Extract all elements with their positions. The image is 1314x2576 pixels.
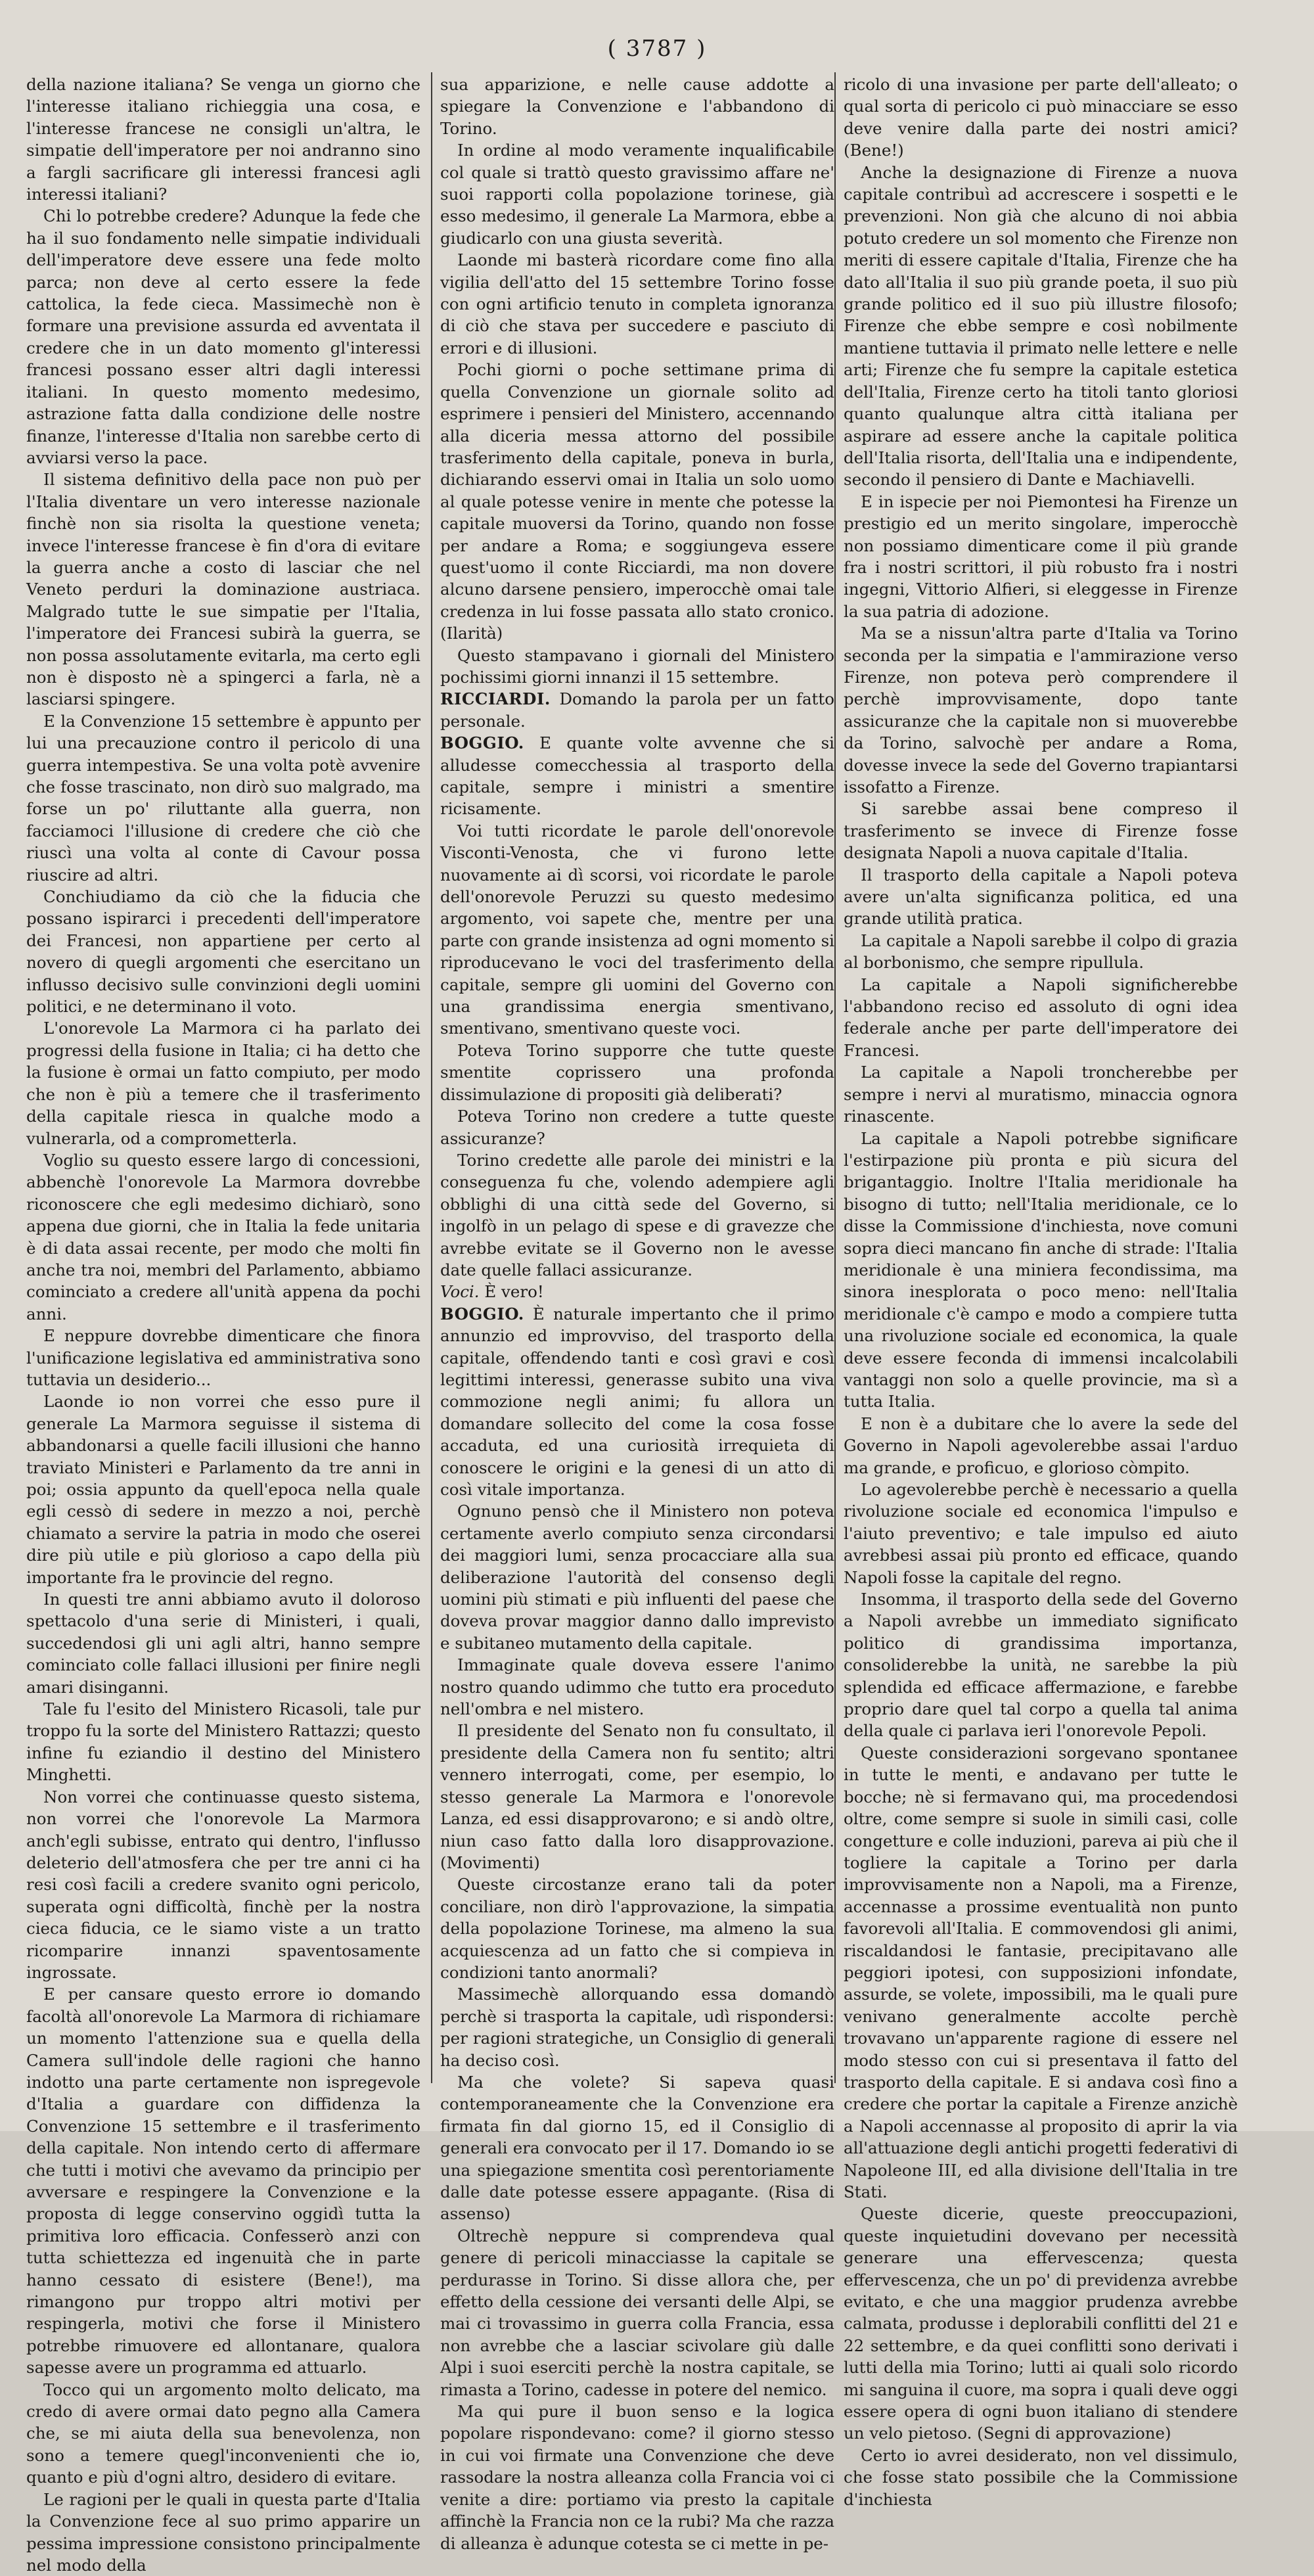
paragraph bbox=[440, 820, 834, 1040]
paragraph-text: Certo io avrei desiderato, non vel dissimulo, che fosse stato possibile che la Commissione d'inchiesta bbox=[844, 2445, 1238, 2509]
paragraph-text: Le ragioni per le quali in questa parte d'Italia la Convenzione fece al suo primo apparire un pessima impressione consistono principalmente nel modo della bbox=[26, 2489, 420, 2575]
paragraph bbox=[844, 1742, 1238, 2203]
paragraph bbox=[844, 798, 1238, 863]
paragraph-text: Tale fu l'esito del Ministero Ricasoli, tale pur troppo fu la sorte del Ministero Rattazzi; questo infine fu eziandio il destino del Ministero Minghetti. bbox=[26, 1699, 420, 1785]
paragraph-text: In ordine al modo veramente inqualificabile col quale si trattò questo gravissimo affare ne' suoi rapporti colla popolazione torinese, già esso medesimo, il generale La Marmora, ebbe a giudicarlo con una giusta severità. bbox=[440, 141, 834, 248]
paragraph-text: E per cansare questo errore io domando facoltà all'onorevole La Marmora di richiamare un momento l'attenzione sua e quella della Camera sull'indole delle ragioni che hanno indotto una parte certamente non ispregevole d'Italia a guardare con diffidenza la Convenzione 15 settembre e il trasferimento della capitale. Non intendo certo di affermare che tutti i motivi che avevamo da principio per avversare e respingere la Convenzione e la proposta di legge conservino oggidì tutta la primitiva loro efficacia. Confesserò anzi con tutta schiettezza ed ingenuità che in parte hanno cessato di esistere (Bene!), ma rimangono pur troppo altri motivi per respingerla, motivi che forse il Ministero potrebbe rimuovere ed allontanare, qualora sapesse avere un programma ed attuarlo. bbox=[26, 1985, 420, 2378]
paragraph-text: La capitale a Napoli significherebbe l'abbandono reciso ed assoluto di ogni idea federale anche per parte dell'imperatore dei Francesi. bbox=[844, 975, 1238, 1060]
paragraph-text: E neppure dovrebbe dimenticare che finora l'unificazione legislativa ed amministrativa sono tuttavia un desiderio... bbox=[26, 1326, 420, 1389]
paragraph bbox=[26, 2489, 420, 2576]
paragraph-text: Lo agevolerebbe perchè è necessario a quella rivoluzione sociale ed economica l'impulso e l'aiuto preventivo; e tale impulso ed aiuto avrebbesi assai più pronto ed efficace, quando Napoli fosse la capitale del regno. bbox=[844, 1480, 1238, 1587]
paragraph-text: Laonde mi basterà ricordare come fino alla vigilia dell'atto del 15 settembre Torino fosse con ogni artificio tenuto in completa ignoranza di ciò che stava per succedere e pasciuto di errori e di illusioni. bbox=[440, 250, 834, 357]
paragraph-text: Il presidente del Senato non fu consultato, il presidente della Camera non fu sentito; altri vennero interrogati, come, per esempio, lo stesso generale La Marmora e l'onorevole Lanza, ed essi disapprovarono; e si andò oltre, niun caso fatto dalla loro disapprovazione. (Movimenti) bbox=[440, 1721, 834, 1872]
paragraph bbox=[844, 622, 1238, 798]
paragraph-text: L'onorevole La Marmora ci ha parlato dei progressi della fusione in Italia; ci ha detto che la fusione è ormai un fatto compiuto, per modo che non è più a temere che il trasferimento della capitale riesca in qualche modo a vulnerarla, od a comprometterla. bbox=[26, 1019, 420, 1148]
speaker-name: BOGGIO. bbox=[440, 1304, 524, 1323]
paragraph-text: Domando la parola per un fatto personale. bbox=[440, 689, 834, 731]
paragraph bbox=[440, 1040, 834, 1105]
paragraph-text: E quante volte avvenne che si alludesse comecchessia al trasporto della capitale, sempre i ministri a smentire ricisamente. bbox=[440, 733, 834, 819]
paragraph bbox=[26, 2379, 420, 2489]
paragraph bbox=[844, 1588, 1238, 1742]
paragraph bbox=[440, 645, 834, 689]
paragraph bbox=[26, 710, 420, 886]
paragraph-text: sua apparizione, e nelle cause addotte a spiegare la Convenzione e l'abbandono di Torino. bbox=[440, 75, 834, 138]
paragraph-text: Non vorrei che continuasse questo sistema, non vorrei che l'onorevole La Marmora anch'egli subisse, entrato qui dentro, l'influsso deleterio dell'atmosfera che per tre anni ci ha resi così facili a credere svanito ogni pericolo, superata ogni difficoltà, finchè per la nostra cieca fiducia, ce le siamo viste a un tratto ricomparire innanzi spaventosamente ingrossate. bbox=[26, 1787, 420, 1982]
paragraph-text: Immaginate quale doveva essere l'animo nostro quando udimmo che tutto era proceduto nell'ombra e nel mistero. bbox=[440, 1655, 834, 1719]
paragraph-text: Queste dicerie, queste preoccupazioni, queste inquietudini dovevano per necessità generare una effervescenza; questa effervescenza, che un po' di previdenza avrebbe evitato, e che una maggior prudenza avrebbe calmata, produsse i deplorabili conflitti del 21 e 22 settembre, e da quei conflitti sono derivati i lutti della mia Torino; lutti ai quali solo ricordo mi sanguina il cuore, ma sopra i quali deve oggi essere opera di ogni buon italiano di stendere un velo pietoso. (Segni di approvazione) bbox=[844, 2204, 1238, 2443]
paragraph-text: Si sarebbe assai bene compreso il trasferimento se invece di Firenze fosse designata Napoli a nuova capitale d'Italia. bbox=[844, 799, 1238, 863]
paragraph-text: E non è a dubitare che lo avere la sede del Governo in Napoli agevolerebbe assai l'arduo ma grande, e proficuo, e glorioso còmpito. bbox=[844, 1414, 1238, 1477]
paragraph bbox=[26, 74, 420, 205]
paragraph-text: La capitale a Napoli potrebbe significare l'estirpazione più pronta e più sicura del brigantaggio. Inoltre l'Italia meridionale ha bisogno di tutto; nell'Italia meridionale, ce lo disse la Commissione d'inchiesta, nove comuni sopra dieci mancano fin anche di strade: l'Italia meridionale è una miniera fecondissima, ma sinora inesplorata o poco meno: nell'Italia meridionale c'è campo e modo a compiere tutta una rivoluzione sociale ed economica, la quale deve essere feconda di immensi incalcolabili vantaggi non solo a quelle provincie, ma sì a tutta Italia. bbox=[844, 1128, 1238, 1412]
paragraph-text: Ma se a nissun'altra parte d'Italia va Torino seconda per la simpatia e l'ammirazione verso Firenze, non poteva però comprendere il perchè improvvisamente, dopo tante assicuranze che la capitale non si muoverebbe da Torino, salvochè per andare a Roma, dovesse invece la sede del Governo trapiantarsi issofatto a Firenze. bbox=[844, 624, 1238, 796]
paragraph bbox=[440, 2401, 834, 2554]
paragraph bbox=[26, 1698, 420, 1786]
paragraph-text: Poteva Torino supporre che tutte queste smentite coprissero una profonda dissimulazione di propositi già deliberati? bbox=[440, 1040, 834, 1104]
paragraph-text: Ma che volete? Si sapeva quasi contemporaneamente che la Convenzione era firmata fin dal giorno 15, ed il Consiglio di generali era convocato per il 17. Domando io se una spiegazione smentita così perentoriamente dalle date potesse essere appagante. (Risa di assenso) bbox=[440, 2072, 834, 2224]
paragraph-text: La capitale a Napoli sarebbe il colpo di grazia al borbonismo, che sempre ripullula. bbox=[844, 931, 1238, 973]
column-rule bbox=[834, 72, 836, 2083]
page-number: ( 3787 ) bbox=[607, 35, 707, 62]
paragraph-text: Massimechè allorquando essa domandò perchè si trasporta la capitale, udì rispondersi: per ragioni strategiche, un Consiglio di generali ha deciso così. bbox=[440, 1985, 834, 2070]
paragraph bbox=[844, 2445, 1238, 2510]
speaker-name: Voci. bbox=[440, 1282, 480, 1302]
paragraph bbox=[440, 1149, 834, 1281]
paragraph bbox=[440, 1983, 834, 2071]
paragraph-text: Torino credette alle parole dei ministri e la conseguenza fu che, volendo adempiere agli obblighi di una città sede del Governo, si ingolfò in un pelago di spese e di gravezze che avrebbe evitate se il Governo non le avesse date quelle fallaci assicuranze. bbox=[440, 1150, 834, 1279]
paragraph bbox=[440, 1303, 834, 1501]
paragraph-text: Chi lo potrebbe credere? Adunque la fede che ha il suo fondamento nelle simpatie individuali dell'imperatore deve essere una fede molto parca; non deve al certo essere la fede cattolica, la fede cieca. Massimechè non è formare una previsione assurda ed avventata il credere che in un dato momento gl'interessi francesi possano esser altri dagli interessi italiani. In questo momento medesimo, astrazione fatta dalla condizione delle nostre finanze, l'interesse d'Italia non sarebbe certo di avviarsi verso la pace. bbox=[26, 206, 420, 467]
paragraph bbox=[440, 2225, 834, 2401]
speaker-name: BOGGIO. bbox=[440, 733, 524, 753]
paragraph-text: Queste circostanze erano tali da poter conciliare, non dirò l'approvazione, la simpatia della popolazione Torinese, ma almeno la sua acquiescenza ad un fatto che si compieva in condizioni tanto anormali? bbox=[440, 1875, 834, 1982]
paragraph bbox=[440, 74, 834, 139]
paragraph bbox=[844, 491, 1238, 622]
paragraph bbox=[440, 1500, 834, 1654]
paragraph-text: Anche la designazione di Firenze a nuova capitale contribuì ad accrescere i sospetti e le prevenzioni. Non già che alcuno di noi abbia potuto credere un sol momento che Firenze non meriti di essere capitale d'Italia, Firenze che ha dato all'Italia il suo più grande poeta, il suo più grande politico ed il suo più illustre filosofo; Firenze che ebbe sempre e così nobilmente mantiene tuttavia il primato nelle lettere e nelle arti; Firenze che fu sempre la capitale estetica dell'Italia, Firenze certo ha titoli tanto gloriosi quanto qualunque altra città italiana per aspirare ad essere anche la capitale politica dell'Italia risorta, dell'Italia una e indipendente, secondo il pensiero di Dante e Machiavelli. bbox=[844, 162, 1238, 490]
paragraph bbox=[844, 864, 1238, 930]
paragraph-text: Voi tutti ricordate le parole dell'onorevole Visconti-Venosta, che vi furono lette nuovamente ai dì scorsi, voi ricordate le parole dell'onorevole Peruzzi su questo medesimo argomento, voi sapete che, mentre per una parte con grande insistenza ad ogni momento si riproducevano le voci del trasferimento della capitale, sempre gli uomini del Governo con una grandissima energia smentivano, smentivano, smentivano queste voci. bbox=[440, 821, 834, 1038]
paragraph bbox=[440, 1874, 834, 1983]
paragraph bbox=[440, 688, 834, 732]
paragraph-text: Ognuno pensò che il Ministero non poteva certamente averlo compiuto senza circondarsi dei maggiori lumi, senza procacciare alla sua deliberazione l'autorità del consenso degli uomini più stimati e più influenti del paese che doveva provar maggior danno dallo imprevisto e subitaneo mutamento della capitale. bbox=[440, 1502, 834, 1653]
speaker-name: RICCIARDI. bbox=[440, 689, 551, 709]
paragraph bbox=[26, 1149, 420, 1325]
paragraph bbox=[26, 1391, 420, 1588]
paragraph-text: Insomma, il trasporto della sede del Governo a Napoli avrebbe un immediato significato politico di grandissima importanza, consoliderebbe la unità, ne sarebbe la più splendida ed efficace affermazione, e farebbe proprio dare quel tal corpo a quella tal anima della quale ci parlava ieri l'onorevole Pepoli. bbox=[844, 1590, 1238, 1741]
paragraph-text: Poteva Torino non credere a tutte queste assicuranze? bbox=[440, 1107, 834, 1148]
paragraph-text: della nazione italiana? Se venga un giorno che l'interesse italiano richieggia una cosa, e l'interesse francese ne consigli un'altra, le simpatie dell'imperatore per noi andranno sino a fargli sacrificare gli interessi francesi agli interessi italiani? bbox=[26, 75, 420, 204]
column-rule bbox=[431, 72, 432, 2083]
paragraph bbox=[844, 162, 1238, 491]
paragraph bbox=[844, 1413, 1238, 1479]
paragraph bbox=[26, 1588, 420, 1698]
paragraph-text: È naturale impertanto che il primo annunzio ed improvviso, del trasporto della capitale, offendendo tanti e così gravi e così legittimi interessi, generasse subito una viva commozione negli animi; fu allora un domandare sollecito del come la cosa fosse accaduta, ed una curiosità irrequieta di conoscere le origini e la genesi di un atto di così vitale importanza. bbox=[440, 1304, 834, 1499]
paragraph-text: Laonde io non vorrei che esso pure il generale La Marmora seguisse il sistema di abbandonarsi a quelle facili illusioni che hanno traviato Ministeri e Parlamento da tre anni in poi; ossia appunto da quell'epoca nella quale egli cessò di sedere in mezzo a noi, perchè chiamato a servire la patria in modo che oserei dire più utile e più glorioso a capo della più importante fra le provincie del regno. bbox=[26, 1392, 420, 1587]
paragraph bbox=[26, 469, 420, 710]
paragraph bbox=[440, 249, 834, 359]
paragraph bbox=[844, 930, 1238, 974]
paragraph bbox=[440, 139, 834, 249]
text-column-2 bbox=[440, 74, 834, 2553]
paragraph bbox=[440, 1654, 834, 1720]
paragraph bbox=[26, 886, 420, 1017]
paragraph-text: ricolo di una invasione per parte dell'alleato; o qual sorta di pericolo ci può minacciare se esso deve venire dalla parte dei nostri amici? (Bene!) bbox=[844, 75, 1238, 160]
paragraph-text: La capitale a Napoli troncherebbe per sempre i nervi al muratismo, minaccia ognora rinascente. bbox=[844, 1063, 1238, 1126]
paragraph-text: E la Convenzione 15 settembre è appunto per lui una precauzione contro il pericolo di una guerra intempestiva. Se una volta potè avvenire che fosse trascinato, non dirò suo malgrado, ma forse un po' riluttante alla guerra, non facciamoci l'illusione di credere che ciò che riuscì una volta al conte di Cavour possa riuscire ad altri. bbox=[26, 711, 420, 885]
paragraph bbox=[26, 1017, 420, 1149]
paragraph-text: In questi tre anni abbiamo avuto il doloroso spettacolo d'una serie di Ministeri, i quali, succedendosi gli uni agli altri, hanno sempre cominciato colle fallaci illusioni per finire negli amari disinganni. bbox=[26, 1590, 420, 1697]
paragraph bbox=[844, 74, 1238, 162]
paragraph-text: Oltrechè neppure si comprendeva qual genere di pericoli minacciasse la capitale se perdurasse in Torino. Si disse allora che, per effetto della cessione dei versanti delle Alpi, se mai ci trovassimo in guerra colla Francia, essa non avrebbe che a lasciar scivolare giù dalle Alpi i suoi eserciti perchè la nostra capitale, se rimasta a Torino, cadesse in potere del nemico. bbox=[440, 2226, 834, 2399]
paragraph bbox=[440, 359, 834, 644]
paragraph-text: Ma qui pure il buon senso e la logica popolare rispondevano: come? il giorno stesso in cui voi firmate una Convenzione che deve rassodare la nostra alleanza colla Francia voi ci venite a dire: portiamo via presto la capitale affinchè la Francia non ce la rubi? Ma che razza di alleanza è adunque cotesta se ci mette in pe- bbox=[440, 2402, 834, 2553]
paragraph bbox=[844, 1061, 1238, 1127]
paragraph-text: Questo stampavano i giornali del Ministero pochissimi giorni innanzi il 15 settembre. bbox=[440, 645, 834, 687]
paragraph-text: Queste considerazioni sorgevano spontanee in tutte le menti, e andavano per tutte le bocche; nè si fermavano qui, ma procedendosi oltre, come sempre si suole in simili casi, colle congetture e colle induzioni, pareva ai più che il togliere la capitale a Torino per darla improvvisamente non a Napoli, ma a Firenze, accennasse a prossime eventualità non punto favorevoli all'Italia. E commovendosi gli animi, riscaldandosi le fantasie, precipitavano alle peggiori ipotesi, con supposizioni infondate, assurde, se volete, impossibili, ma le quali pure venivano generalmente accolte perchè trovavano un'apparente ragione di essere nel modo stesso con cui si presentava il fatto del trasporto della capitale. E si andava così fino a credere che portar la capitale a Firenze anzichè a Napoli accennasse al proposito di aprir la via all'attuazione degli antichi progetti federativi di Napoleone III, ed alla divisione dell'Italia in tre Stati. bbox=[844, 1743, 1238, 2201]
paragraph-text: E in ispecie per noi Piemontesi ha Firenze un prestigio ed un merito singolare, imperocchè non possiamo dimenticare come il più grande fra i nostri scrittori, il più robusto fra i nostri ingegni, Vittorio Alfieri, si eleggesse in Firenze la sua patria di adozione. bbox=[844, 492, 1238, 621]
paragraph-text: Il trasporto della capitale a Napoli poteva avere un'alta significanza politica, ed una grande utilità pratica. bbox=[844, 865, 1238, 929]
paragraph bbox=[26, 1786, 420, 1984]
text-column-3 bbox=[844, 74, 1238, 2509]
paragraph-text: È vero! bbox=[484, 1282, 544, 1302]
paragraph bbox=[844, 2203, 1238, 2444]
text-column-1 bbox=[26, 74, 420, 2575]
paragraph bbox=[26, 1983, 420, 2378]
paragraph bbox=[440, 732, 834, 820]
paragraph bbox=[844, 1128, 1238, 1413]
paragraph-text: Tocco qui un argomento molto delicato, ma credo di avere ormai dato pegno alla Camera che, se mi aiuta della sua benevolenza, non sono a temere quegl'inconvenienti che io, quanto e più d'ogni altro, desidero di evitare. bbox=[26, 2380, 420, 2487]
paragraph-text: Pochi giorni o poche settimane prima di quella Convenzione un giornale solito ad esprimere i pensieri del Ministero, accennando alla diceria messa attorno del possibile trasferimento della capitale, poneva in burla, dichiarando esservi omai in Italia un solo uomo al quale potesse venire in mente che potesse la capitale muoversi da Torino, quando non fosse per andare a Roma; e soggiungeva essere quest'uomo il conte Ricciardi, ma non dovere alcuno darsene pensiero, imperocchè omai tale credenza in lui fosse passata allo stato cronico. (Ilarità) bbox=[440, 360, 834, 643]
paragraph bbox=[844, 974, 1238, 1062]
paragraph bbox=[440, 1105, 834, 1149]
paragraph bbox=[440, 2071, 834, 2225]
paragraph-text: Conchiudiamo da ciò che la fiducia che possano ispirarci i precedenti dell'imperatore dei Francesi, non appartiene per certo al novero di quegli argomenti che esercitano un influsso decisivo sulle convinzioni degli uomini politici, e ne determinano il voto. bbox=[26, 887, 420, 1017]
paragraph-text: Il sistema definitivo della pace non può per l'Italia diventare un vero interesse nazionale finchè non sia risolta la questione veneta; invece l'interesse francese è fin d'ora di evitare la guerra anche a costo di lasciar che nel Veneto perduri la dominazione austriaca. Malgrado tutte le sue simpatie per l'Italia, l'imperatore dei Francesi subirà la guerra, se non possa assolutamente evitarla, ma certo egli non è disposto nè a spingerci a farla, nè a lasciarsi spingere. bbox=[26, 470, 420, 709]
paragraph-text: Voglio su questo essere largo di concessioni, abbenchè l'onorevole La Marmora dovrebbe riconoscere che egli medesimo dichiarò, sono appena due giorni, che in Italia la fede unitaria è di data assai recente, per modo che molti fin anche tra noi, membri del Parlamento, abbiamo cominciato a credere all'unità appena da pochi anni. bbox=[26, 1150, 420, 1323]
paragraph bbox=[26, 205, 420, 469]
paragraph bbox=[26, 1325, 420, 1391]
paragraph bbox=[440, 1720, 834, 1874]
paragraph bbox=[440, 1281, 834, 1302]
paragraph bbox=[844, 1479, 1238, 1588]
